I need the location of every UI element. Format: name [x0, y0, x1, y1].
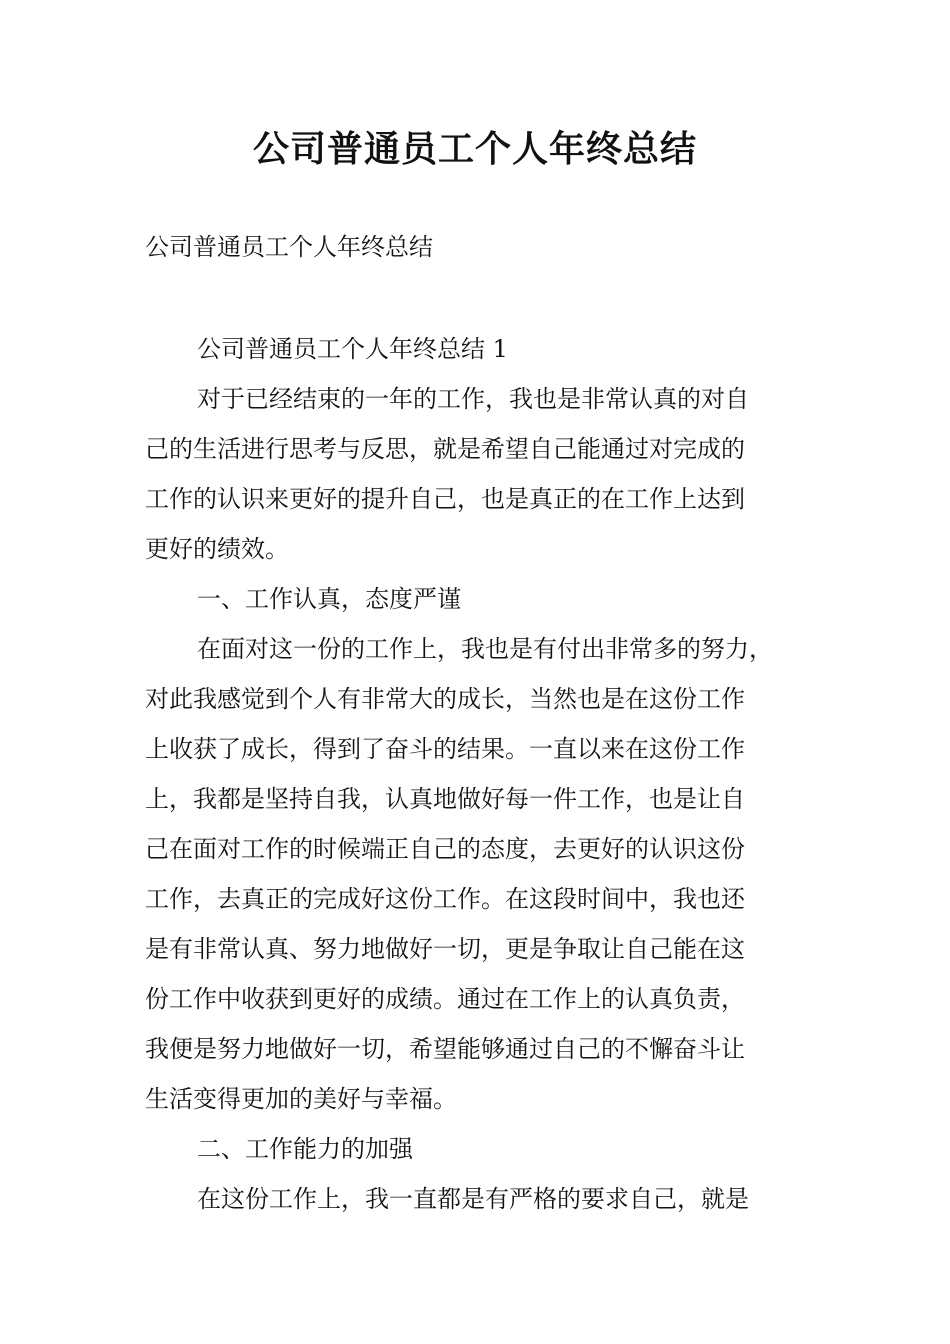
paragraph-line: 对此我感觉到个人有非常大的成长，当然也是在这份工作 [145, 685, 745, 713]
heading-line: 一、工作认真，态度严谨 [197, 585, 461, 613]
paragraph-line: 己在面对工作的时候端正自己的态度，去更好的认识这份 [145, 835, 745, 863]
document-subtitle [145, 222, 815, 272]
paragraph-line: 在面对这一份的工作上，我也是有付出非常多的努力， [197, 635, 773, 663]
paragraph-line: 我便是努力地做好一切，希望能够通过自己的不懈奋斗让 [145, 1035, 745, 1063]
subtitle-line: 公司普通员工个人年终总结 [145, 233, 433, 261]
paragraph-line: 生活变得更加的美好与幸福。 [145, 1085, 457, 1113]
paragraph-line: 上，我都是坚持自我，认真地做好每一件工作，也是让自 [145, 785, 745, 813]
paragraph-line: 己的生活进行思考与反思，就是希望自己能通过对完成的 [145, 435, 745, 463]
paragraph-line: 是有非常认真、努力地做好一切，更是争取让自己能在这 [145, 935, 745, 963]
paragraph-line: 对于已经结束的一年的工作，我也是非常认真的对自 [197, 385, 749, 413]
heading-line: 二、工作能力的加强 [197, 1135, 413, 1163]
document-title: 公司普通员工个人年终总结 [252, 129, 697, 170]
paragraph-line: 更好的绩效。 [145, 535, 289, 563]
paragraph-line: 上收获了成长，得到了奋斗的结果。一直以来在这份工作 [145, 735, 745, 763]
section-heading-line: 公司普通员工个人年终总结 1 [197, 335, 508, 363]
paragraph-line: 工作的认识来更好的提升自己，也是真正的在工作上达到 [145, 485, 745, 513]
paragraph-line: 在这份工作上，我一直都是有严格的要求自己，就是 [197, 1185, 749, 1213]
paragraph-line: 份工作中收获到更好的成绩。通过在工作上的认真负责， [145, 985, 745, 1013]
paragraph-line: 工作，去真正的完成好这份工作。在这段时间中，我也还 [145, 885, 745, 913]
document-body [145, 374, 815, 1224]
section-heading [145, 324, 815, 374]
